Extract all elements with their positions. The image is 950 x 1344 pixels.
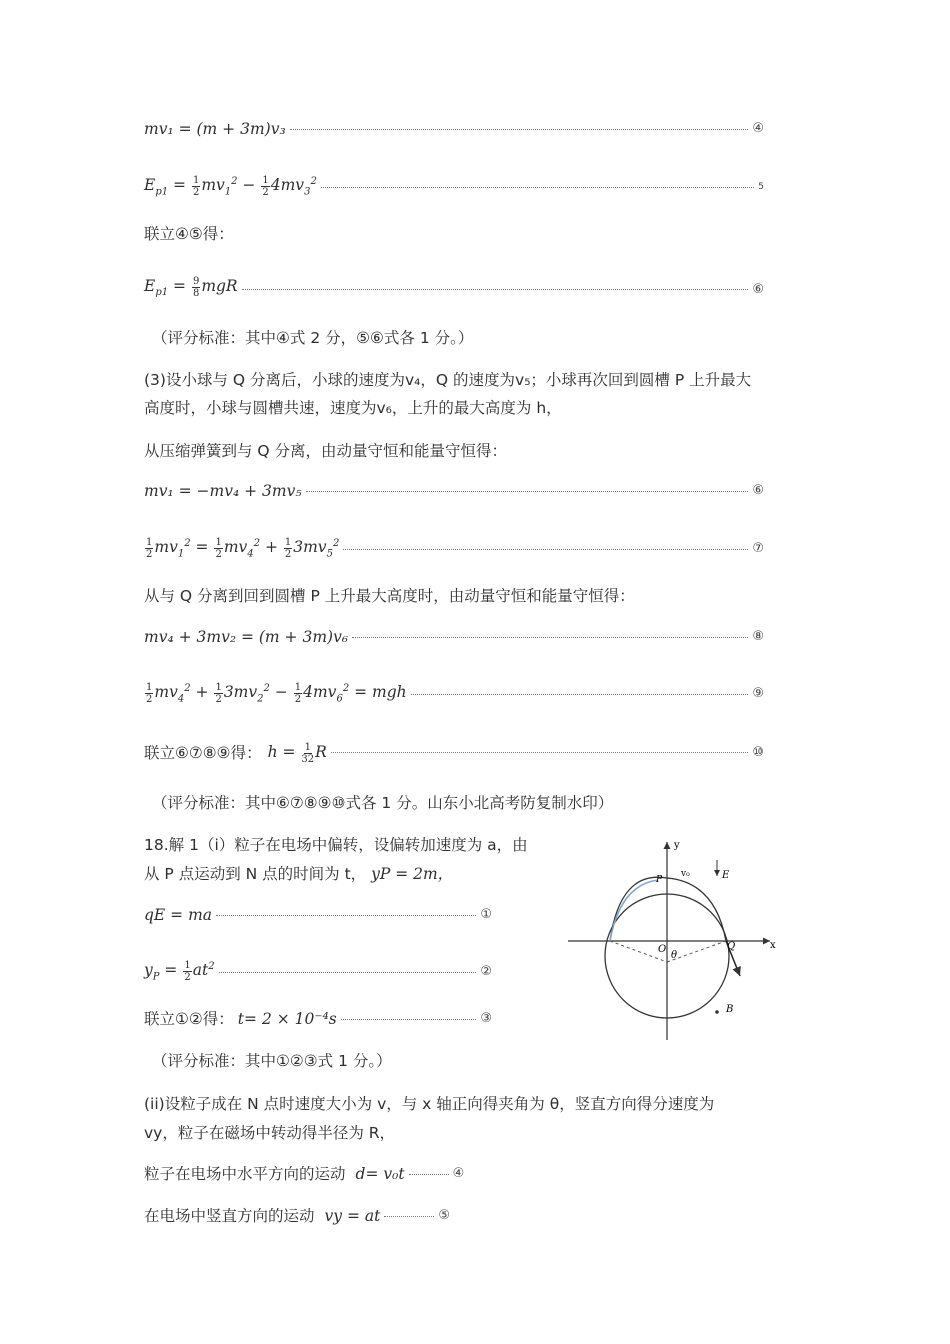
- equation-4: [144, 118, 764, 140]
- join-label: 联立⑥⑦⑧⑨得：: [144, 743, 262, 762]
- label: 粒子在电场中水平方向的运动: [144, 1165, 346, 1183]
- equation-q18-3: [144, 1008, 492, 1030]
- equation-6b: [144, 480, 764, 502]
- equation-6: [144, 275, 764, 304]
- equation-horizontal: [144, 1163, 484, 1185]
- label-x: x: [770, 940, 776, 951]
- equation-number: 5: [758, 182, 764, 193]
- formula: $\frac{1}{2}$ $mv_4^2$ + $\frac{1}{2}$ $3mv_2^2$ − $\frac{1}{2}$ $4mv_6^2$ = mgh: [146, 681, 407, 705]
- formula: h = $\frac{1}{32}$ R: [267, 741, 327, 765]
- grading-note: （评分标准：其中④式 2 分，⑤⑥式各 1 分。）: [152, 329, 474, 347]
- dot-leader: [290, 129, 749, 130]
- formula: $E_{p1}$ = $\frac{9}{8}$ mgR: [144, 275, 238, 299]
- label-b: B: [726, 1004, 734, 1015]
- grading-note: （评分标准：其中①②③式 1 分。）: [152, 1052, 392, 1070]
- part3-sub2: 从与 Q 分离到回到圆槽 P 上升最大高度时，由动量守恒和能量守恒得：: [144, 587, 635, 605]
- equation-7: [144, 533, 764, 565]
- formula: $\frac{1}{2}$ $mv_1^2$ = $\frac{1}{2}$ $mv_4^2$ + $\frac{1}{2}$ $3mv_5^2$: [146, 536, 340, 560]
- formula: mv₁ = (m + 3m)v₃: [144, 120, 286, 138]
- equation-q18-1: [144, 904, 492, 926]
- label: 在电场中竖直方向的运动: [144, 1207, 315, 1225]
- label-o: O: [658, 944, 667, 955]
- formula: mv₁ = −mv₄ + 3mv₅: [144, 482, 302, 500]
- part3-sub: 从压缩弹簧到与 Q 分离，由动量守恒和能量守恒得：: [144, 442, 508, 460]
- formula: mv₄ + 3mv₂ = (m + 3m)v₆: [144, 628, 349, 646]
- dot-leader: [411, 694, 749, 695]
- equation-number: ①: [480, 907, 492, 922]
- part-ii-line1: (ii)设粒子成在 N 点时速度大小为 v，与 x 轴正向得夹角为 θ，竖直方向得分速度为: [144, 1095, 715, 1113]
- part-ii-line2: vy，粒子在磁场中转动得半径为 R，: [144, 1124, 396, 1142]
- dot-leader: [321, 187, 754, 188]
- q18-line1: 18.解 1（i）粒子在电场中偏转，设偏转加速度为 a，由: [144, 836, 528, 854]
- part3-intro: (3)设小球与 Q 分离后，小球的速度为v₄，Q 的速度为v₅；小球再次回到圆槽 P 上升最大高度时，小球与圆槽共速，速度为v₆，上升的最大高度为 h，: [144, 371, 752, 417]
- equation-number: ⑥: [752, 281, 764, 297]
- dot-leader: [219, 972, 477, 973]
- join-text: 联立④⑤得：: [144, 225, 234, 243]
- label-p: P: [656, 875, 663, 885]
- formula: $y_P$ = $\frac{1}{2}$ $at^2$: [144, 959, 215, 983]
- point-b-dot: [715, 1010, 719, 1014]
- label-q: Q: [727, 941, 736, 952]
- formula: $E_{p1}$ = $\frac{1}{2}$ $mv_1^2$ − $\frac{1}{2}$ $4mv_3^2$: [144, 174, 317, 198]
- formula: qE = ma: [144, 906, 213, 924]
- label-e: E: [722, 870, 730, 881]
- equation-10: [144, 741, 764, 765]
- physics-diagram: [560, 830, 780, 1050]
- equation-number: ⑧: [752, 629, 764, 644]
- equation-9: [144, 678, 764, 710]
- equation-number: ⑦: [752, 541, 764, 557]
- equation-number: ⑥: [752, 483, 764, 498]
- equation-5: [144, 171, 764, 203]
- formula: d= v₀t: [355, 1165, 405, 1183]
- dot-leader: [384, 1216, 434, 1217]
- formula: vy = at: [324, 1207, 381, 1225]
- equation-number: ⑤: [438, 1208, 450, 1223]
- dot-leader: [409, 1174, 449, 1175]
- grading-note: （评分标准：其中⑥⑦⑧⑨⑩式各 1 分。山东小北高考防复制水印）: [152, 794, 614, 812]
- dot-leader: [242, 289, 749, 290]
- label-theta: θ: [671, 950, 678, 961]
- dot-leader: [343, 549, 748, 550]
- q18-line2: 从 P 点运动到 N 点的时间为 t， yP = 2m，: [144, 865, 454, 883]
- equation-vertical: [144, 1205, 484, 1227]
- dot-leader: [216, 915, 476, 916]
- equation-8: [144, 626, 764, 648]
- formula: t= 2 × 10⁻⁴s: [237, 1010, 337, 1028]
- equation-number: ④: [752, 121, 764, 136]
- dot-leader: [341, 1019, 477, 1020]
- equation-number: ⑩: [752, 744, 764, 760]
- equation-number: ③: [480, 1011, 492, 1026]
- join-label: 联立①②得：: [144, 1010, 234, 1028]
- equation-q18-2: [144, 956, 492, 988]
- equation-number: ④: [452, 1166, 465, 1181]
- label-v0: v₀: [681, 869, 690, 879]
- label-y: y: [674, 840, 680, 851]
- equation-number: ②: [480, 964, 492, 980]
- dot-leader: [352, 637, 748, 638]
- dot-leader: [331, 752, 749, 753]
- equation-number: ⑨: [752, 686, 764, 702]
- dot-leader: [306, 491, 749, 492]
